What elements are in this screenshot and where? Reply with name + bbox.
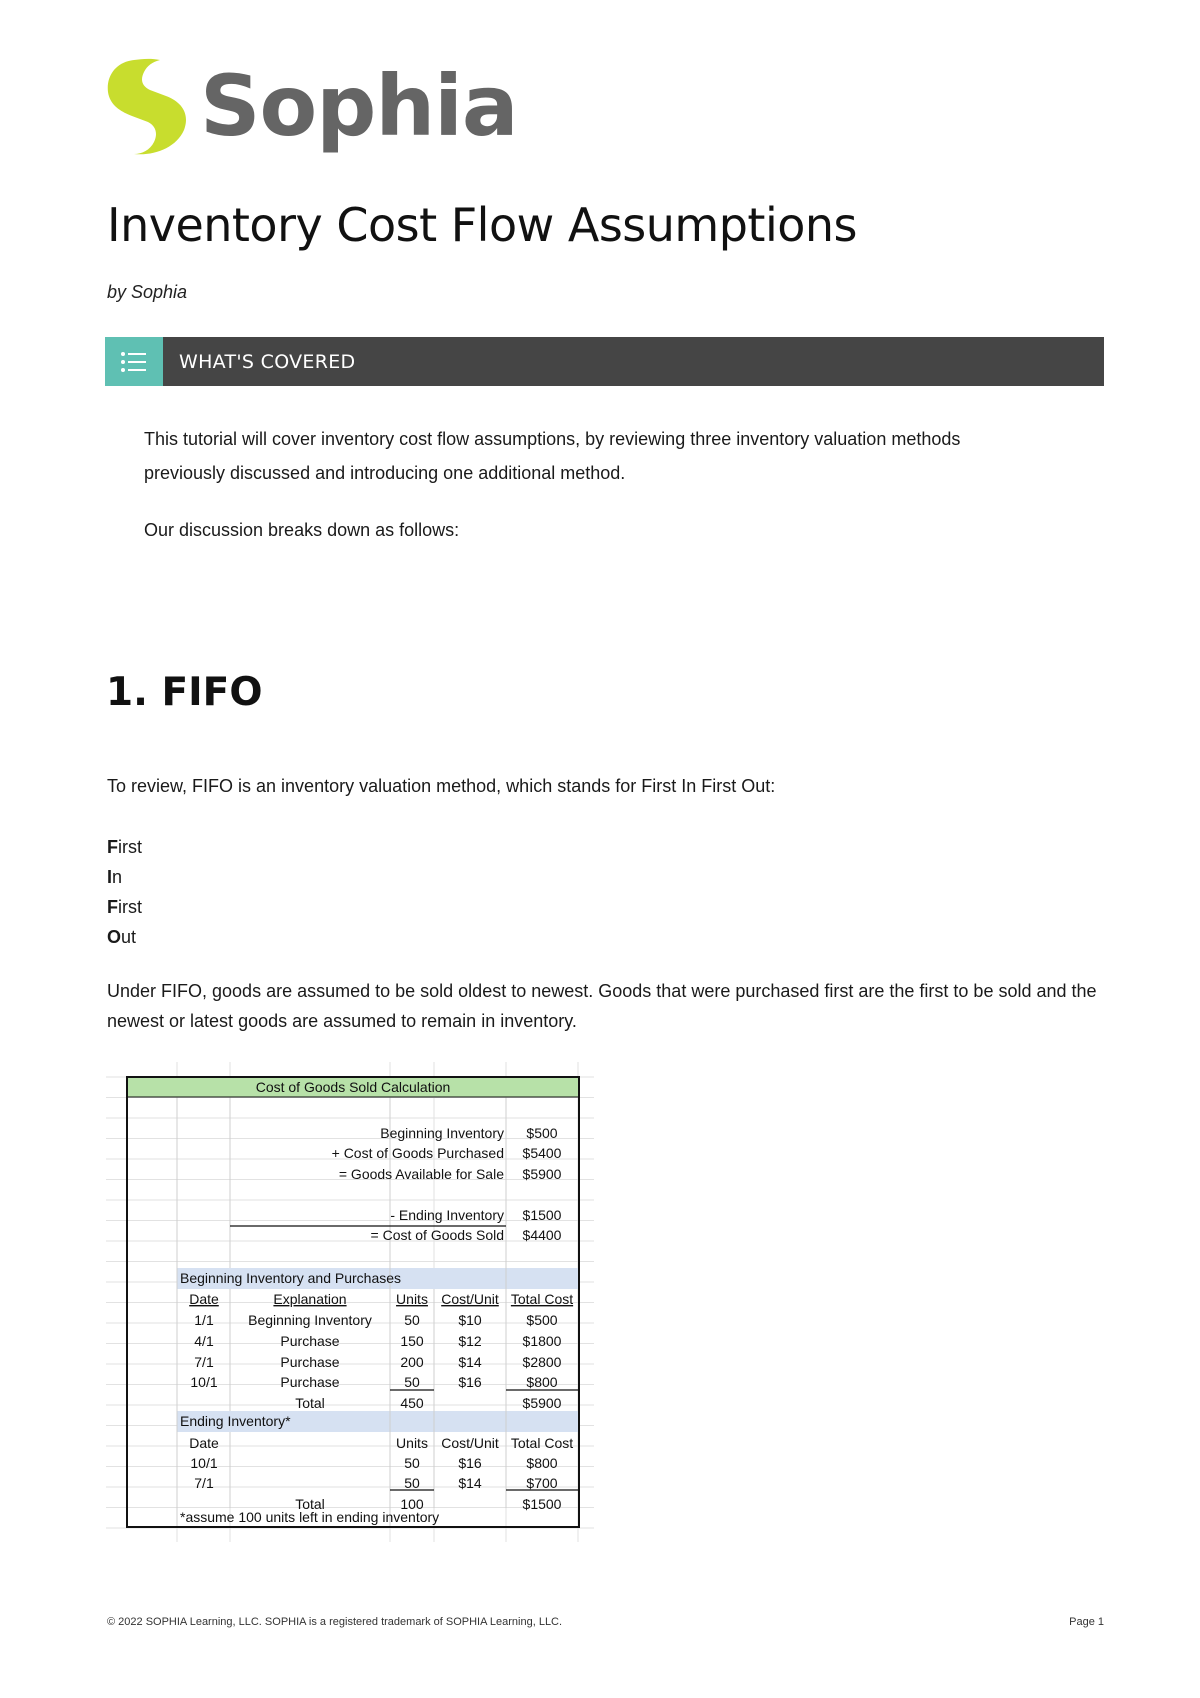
cell: $14 xyxy=(458,1475,482,1491)
cell: Purchase xyxy=(280,1354,340,1370)
fifo-review-text: To review, FIFO is an inventory valuation method, which stands for First In First Out: xyxy=(107,776,776,796)
footer-copyright: © 2022 SOPHIA Learning, LLC. SOPHIA is a registered trademark of SOPHIA Learning, LLC. xyxy=(107,1616,563,1628)
cell: Total xyxy=(295,1395,325,1411)
calc-value: $500 xyxy=(526,1125,558,1141)
column-header: Date xyxy=(189,1291,219,1307)
fifo-acronym-list xyxy=(107,832,142,952)
calc-value: $4400 xyxy=(522,1227,562,1243)
cell: 50 xyxy=(404,1374,420,1390)
cell: $14 xyxy=(458,1354,482,1370)
cell: Total xyxy=(295,1496,325,1512)
acronym-line: First xyxy=(107,837,142,857)
column-header: Total Cost xyxy=(510,1291,574,1307)
column-header: Cost/Unit xyxy=(441,1435,499,1451)
cell: $1500 xyxy=(522,1496,562,1512)
cell: 50 xyxy=(404,1312,420,1328)
calc-label: - Ending Inventory xyxy=(390,1207,504,1223)
calc-value: $1500 xyxy=(522,1207,562,1223)
cell: 100 xyxy=(400,1496,424,1512)
cell: Beginning Inventory xyxy=(248,1312,372,1328)
calc-value: $5900 xyxy=(522,1166,562,1182)
list-icon xyxy=(105,337,163,386)
cell: $5900 xyxy=(522,1395,562,1411)
column-header: Explanation xyxy=(273,1291,347,1307)
fifo-explanation-text: Under FIFO, goods are assumed to be sold oldest to newest. Goods that were purchased first are the first to be sold and the newest or latest goods are assumed to remain in inventory. xyxy=(107,981,1097,1031)
calc-value: $5400 xyxy=(522,1145,562,1161)
footnote: *assume 100 units left in ending inventory xyxy=(180,1509,440,1525)
cell: 7/1 xyxy=(194,1354,214,1370)
acronym-line: In xyxy=(107,867,123,887)
calc-label: Beginning Inventory xyxy=(380,1125,504,1141)
cell: $12 xyxy=(458,1333,482,1349)
logo-wordmark: Sophia xyxy=(200,57,518,155)
spreadsheet-graphic xyxy=(106,1062,594,1542)
cell: $16 xyxy=(458,1455,482,1471)
cell: 4/1 xyxy=(194,1333,214,1349)
page-number: Page 1 xyxy=(1069,1616,1104,1628)
column-header: Date xyxy=(189,1435,219,1451)
cell: 7/1 xyxy=(194,1475,214,1491)
cell: $500 xyxy=(526,1312,558,1328)
column-header: Total Cost xyxy=(510,1435,574,1451)
cell: 200 xyxy=(400,1354,424,1370)
cell: $10 xyxy=(458,1312,482,1328)
intro-text: This tutorial will cover inventory cost flow assumptions, by reviewing three inventory valuation methods previously discussed and introducing one additional method. xyxy=(144,429,961,483)
cell: Purchase xyxy=(280,1333,340,1349)
ending-title: Ending Inventory* xyxy=(180,1413,291,1429)
cell: $16 xyxy=(458,1374,482,1390)
byline: by Sophia xyxy=(107,282,188,302)
cell: 10/1 xyxy=(190,1374,218,1390)
cell: 1/1 xyxy=(194,1312,214,1328)
acronym-line: Out xyxy=(107,927,137,947)
cell: $800 xyxy=(526,1374,558,1390)
cell: Purchase xyxy=(280,1374,340,1390)
section-heading-fifo: 1. FIFO xyxy=(106,670,263,715)
purchases-title: Beginning Inventory and Purchases xyxy=(180,1270,402,1286)
cogs-spreadsheet xyxy=(106,1062,594,1542)
cell: $800 xyxy=(526,1455,558,1471)
cell: 50 xyxy=(404,1475,420,1491)
whats-covered-bar xyxy=(105,337,1104,386)
calc-label: + Cost of Goods Purchased xyxy=(331,1145,504,1161)
whats-covered-label: WHAT'S COVERED xyxy=(179,350,356,373)
cell: 150 xyxy=(400,1333,424,1349)
cell: 450 xyxy=(400,1395,424,1411)
calc-label: = Cost of Goods Sold xyxy=(370,1227,504,1243)
cell: $700 xyxy=(526,1475,558,1491)
cell: $1800 xyxy=(522,1333,562,1349)
column-header: Units xyxy=(396,1291,428,1307)
breakdown-text: Our discussion breaks down as follows: xyxy=(144,520,460,540)
cell: $2800 xyxy=(522,1354,562,1370)
column-header: Units xyxy=(396,1435,428,1451)
cell: 50 xyxy=(404,1455,420,1471)
page-title: Inventory Cost Flow Assumptions xyxy=(107,198,857,252)
column-header: Cost/Unit xyxy=(441,1291,499,1307)
sophia-logo-mark-icon xyxy=(104,56,190,160)
calc-label: = Goods Available for Sale xyxy=(338,1166,504,1182)
sophia-logo xyxy=(104,56,524,160)
cell: 10/1 xyxy=(190,1455,218,1471)
acronym-line: First xyxy=(107,897,142,917)
spreadsheet-header: Cost of Goods Sold Calculation xyxy=(255,1079,451,1095)
